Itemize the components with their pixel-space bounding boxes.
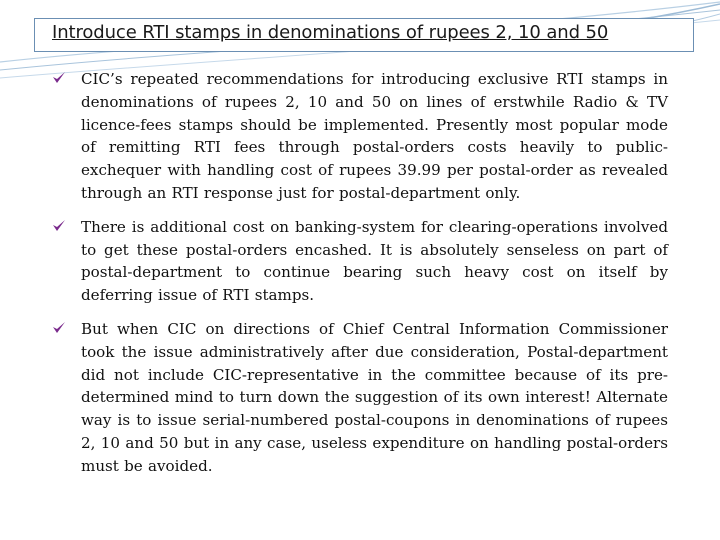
slide-title: Introduce RTI stamps in denominations of rupees 2, 10 and 50 xyxy=(52,22,609,43)
checkmark-bullet-icon xyxy=(52,321,66,335)
bullet-item xyxy=(52,318,668,478)
bullet-item xyxy=(52,216,668,307)
checkmark-bullet-icon xyxy=(52,71,66,85)
bullet-list xyxy=(52,68,668,489)
bullet-text: But when CIC on directions of Chief Central Information Commissioner took the issue administratively after due consideration, Postal-department did not include CIC-representative in the committee because of its pre-determined mind to turn down the suggestion of its own interest! Alternate way is to issue serial-numbered postal-coupons in denominations of rupees 2, 10 and 50 but in any case, useless expenditure on handling postal-orders must be avoided. xyxy=(81,319,668,475)
bullet-text: There is additional cost on banking-system for clearing-operations involved to get these postal-orders encashed. It is absolutely senseless on part of postal-department to continue bearing such heavy cost on itself by deferring issue of RTI stamps. xyxy=(81,217,668,305)
bullet-item xyxy=(52,68,668,205)
bullet-text: CIC’s repeated recommendations for introducing exclusive RTI stamps in denominations of rupees 2, 10 and 50 on lines of erstwhile Radio & TV licence-fees stamps should be implemented. Presently most popular mode of remitting RTI fees through postal-orders costs heavily to public-exchequer with handling cost of rupees 39.99 per postal-order as revealed through an RTI response just for postal-department only. xyxy=(81,70,668,202)
checkmark-bullet-icon xyxy=(52,219,66,233)
